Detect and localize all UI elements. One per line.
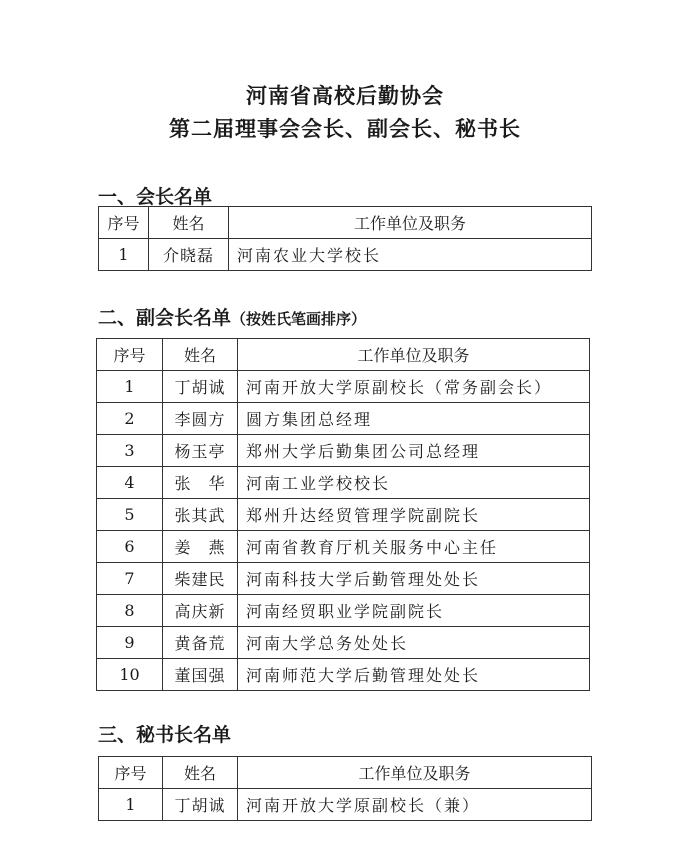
row-no: 3 [97, 435, 163, 467]
row-name: 张其武 [163, 499, 238, 531]
row-org: 河南省教育厅机关服务中心主任 [238, 531, 590, 563]
row-name: 介晓磊 [149, 239, 229, 271]
row-org: 河南经贸职业学院副院长 [238, 595, 590, 627]
table-row [97, 403, 590, 435]
row-org: 河南开放大学原副校长（兼） [238, 789, 592, 821]
table-row [97, 371, 590, 403]
row-org: 河南工业学校校长 [238, 467, 590, 499]
row-org: 河南科技大学后勤管理处处长 [238, 563, 590, 595]
header-no: 序号 [97, 339, 163, 371]
row-name: 姜 燕 [163, 531, 238, 563]
table-row [97, 467, 590, 499]
row-no: 6 [97, 531, 163, 563]
section-heading-vice-text: 二、副会长名单 [98, 307, 232, 329]
row-name: 高庆新 [163, 595, 238, 627]
row-org: 郑州升达经贸管理学院副院长 [238, 499, 590, 531]
section-heading-president: 一、会长名单 [98, 186, 213, 208]
row-no: 1 [99, 239, 149, 271]
section-heading-vice-note: （按姓氏笔画排序） [231, 310, 367, 328]
row-org: 河南师范大学后勤管理处处长 [238, 659, 590, 691]
table-row [99, 789, 592, 821]
table-row [97, 531, 590, 563]
row-no: 1 [99, 789, 163, 821]
row-name: 柴建民 [163, 563, 238, 595]
row-name: 丁胡诚 [163, 371, 238, 403]
row-org: 河南农业大学校长 [229, 239, 592, 271]
president-table [98, 206, 592, 271]
row-org: 圆方集团总经理 [238, 403, 590, 435]
table-row [97, 563, 590, 595]
table-row [97, 435, 590, 467]
table-row [97, 595, 590, 627]
header-no: 序号 [99, 207, 149, 239]
secretary-table [98, 756, 592, 821]
row-name: 董国强 [163, 659, 238, 691]
header-no: 序号 [99, 757, 163, 789]
header-org: 工作单位及职务 [238, 757, 592, 789]
header-org: 工作单位及职务 [238, 339, 590, 371]
row-name: 黄备荒 [163, 627, 238, 659]
row-no: 10 [97, 659, 163, 691]
row-no: 1 [97, 371, 163, 403]
row-name: 李圆方 [163, 403, 238, 435]
row-no: 9 [97, 627, 163, 659]
row-no: 7 [97, 563, 163, 595]
table-row [97, 659, 590, 691]
row-no: 2 [97, 403, 163, 435]
row-no: 8 [97, 595, 163, 627]
header-org: 工作单位及职务 [229, 207, 592, 239]
row-org: 河南开放大学原副校长（常务副会长） [238, 371, 590, 403]
table-row [97, 627, 590, 659]
row-name: 杨玉亭 [163, 435, 238, 467]
document-title: 河南省高校后勤协会 [246, 83, 444, 108]
table-header-row [97, 339, 590, 371]
header-name: 姓名 [163, 339, 238, 371]
header-name: 姓名 [149, 207, 229, 239]
vice-president-table [96, 338, 590, 691]
row-org: 郑州大学后勤集团公司总经理 [238, 435, 590, 467]
row-no: 5 [97, 499, 163, 531]
header-name: 姓名 [163, 757, 238, 789]
table-row [97, 499, 590, 531]
document-subtitle: 第二届理事会会长、副会长、秘书长 [169, 116, 521, 141]
table-row [99, 239, 592, 271]
section-heading-vice [98, 303, 366, 330]
section-heading-secretary: 三、秘书长名单 [98, 724, 232, 746]
row-name: 张 华 [163, 467, 238, 499]
row-no: 4 [97, 467, 163, 499]
row-org: 河南大学总务处处长 [238, 627, 590, 659]
table-header-row [99, 757, 592, 789]
table-header-row [99, 207, 592, 239]
row-name: 丁胡诚 [163, 789, 238, 821]
